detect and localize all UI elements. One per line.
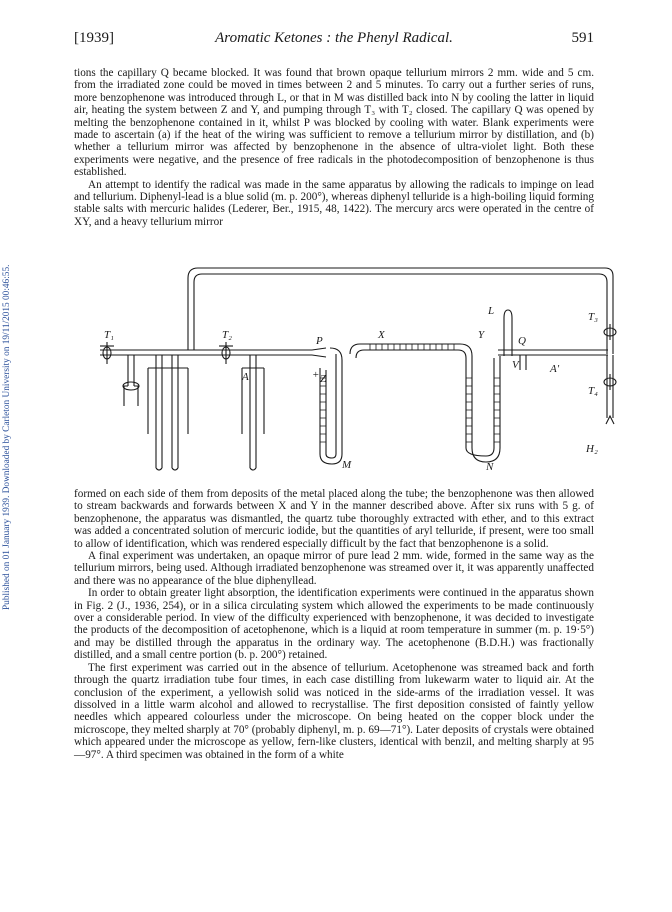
paragraph: A final experiment was undertaken, an opaque mirror of pure lead 2 mm. wide, formed in the same way as the tellurium mirrors, being used. Although irradiated benzophenone was streamed over it, it was apparently unaffected and there was no appearance of the blue diphenyllead. [74, 550, 594, 587]
label-m: M [342, 459, 352, 471]
label-a: A [242, 371, 249, 383]
header-title: Aromatic Ketones : the Phenyl Radical. [215, 30, 453, 46]
label-l: L [488, 305, 495, 317]
apparatus-figure [80, 258, 620, 480]
label-t1: T₁ [104, 329, 114, 341]
label-p: P [316, 335, 323, 347]
label-z: Z [320, 373, 327, 385]
label-t3: T₃ [588, 311, 598, 323]
label-n: N [486, 461, 494, 473]
label-t2: T₂ [222, 329, 232, 341]
label-t4: T₄ [588, 385, 598, 397]
label-x: X [378, 329, 385, 341]
body-text-bottom [74, 488, 594, 761]
label-q: Q [518, 335, 526, 347]
paragraph: The first experiment was carried out in the absence of tellurium. Acetophenone was streamed back and forth through the quartz irradiation tube four times, in each case distilling from lukewarm water to liquid air. At the conclusion of the experiment, a yellowish solid was noticed in the side-arms of the irradiation vessel. It was dissolved in a little warm alcohol and allowed to recrystallise. The first deposition consisted of faintly yellow needles which appeared colourless under the microscope. On being heated on the copper block under the microscope, they melted sharply at 70° (probably diphenyl, m. p. 69—71°). Later deposits of crystals were obtained which appeared under the microscope as yellow, fern-like clusters, identical with benzil, and melting sharply at 95—97°. A third specimen was obtained in the form of a white [74, 661, 594, 761]
paragraph: An attempt to identify the radical was made in the same apparatus by allowing the radicals to impinge on lead and tellurium. Diphenyl-lead is a blue solid (m. p. 200°), whereas diphenyl telluride is a high-boiling liquid forming stable salts with mercuric halides (Lederer, Ber., 1915, 48, 1422). The mercury arcs were operated in the centre of XY, and a heavy tellurium mirror [74, 178, 594, 228]
header-year: [1939] [74, 30, 114, 46]
paragraph: In order to obtain greater light absorption, the identification experiments were continued in the apparatus shown in Fig. 2 (J., 1936, 254), or in a silica circulating system which allowed the experiments to be made continuously over a considerable period. In view of the difficulty experienced with benzophenone, it was decided to investigate the products of the decomposition of acetophenone, which is a liquid at room temperature in summer (m. p. 19·5°) and may be distilled through the apparatus in the ordinary way. The acetophenone (B.D.H.) was fractionally distilled, and a small centre portion (b. p. 200°) retained. [74, 587, 594, 662]
page-number: 591 [571, 30, 594, 46]
paragraph: formed on each side of them from deposits of the metal placed along the tube; the benzophenone was then allowed to stream backwards and forwards between X and Y in the manner described above. After six runs with 5 g. of benzophenone, the apparatus was dismantled, the quartz tube thoroughly extracted with ether, and to this extract was added a concentrated solution of mercuric iodide, but the quantities of aryl telluride, if present, were too small to allow of identification, which was rendered especially difficult by the fact that benzophenone is a solid. [74, 488, 594, 550]
label-y: Y [478, 329, 485, 341]
body-text-top [74, 67, 594, 228]
page-header [74, 30, 594, 56]
label-plus: + [312, 369, 320, 381]
label-v: V [512, 359, 519, 371]
paragraph: tions the capillary Q became blocked. It was found that brown opaque tellurium mirrors 2 mm. wide and 5 cm. from the irradiated zone could be moved in times between 2 and 5 minutes. To carry out a further series of runs, more benzophenone was introduced through L, or that in M was distilled back into N by cooling the latter in liquid air, heating the system between Z and Y, and pumping through T₃ with T₂ closed. The capillary Q was opened by melting the benzophenone contained in it, whilst P was blocked by cooling with water. Blank experiments were made to ascertain (a) if the heat of the wiring was sufficient to remove a tellurium mirror by distillation, and (b) whether a tellurium mirror was affected by benzophenone in the absence of ultra-violet light. Both these experiments were negative, and the presence of free radicals in the photodecomposition of benzophenone is thus established. [74, 67, 594, 179]
label-a-prime: A′ [550, 363, 560, 375]
label-h2: H₂ [586, 443, 598, 455]
figure-labels [80, 258, 620, 480]
publication-note: Published on 01 January 1939. Downloaded by Carleton University on 19/11/2015 00:46:55. [2, 264, 12, 610]
